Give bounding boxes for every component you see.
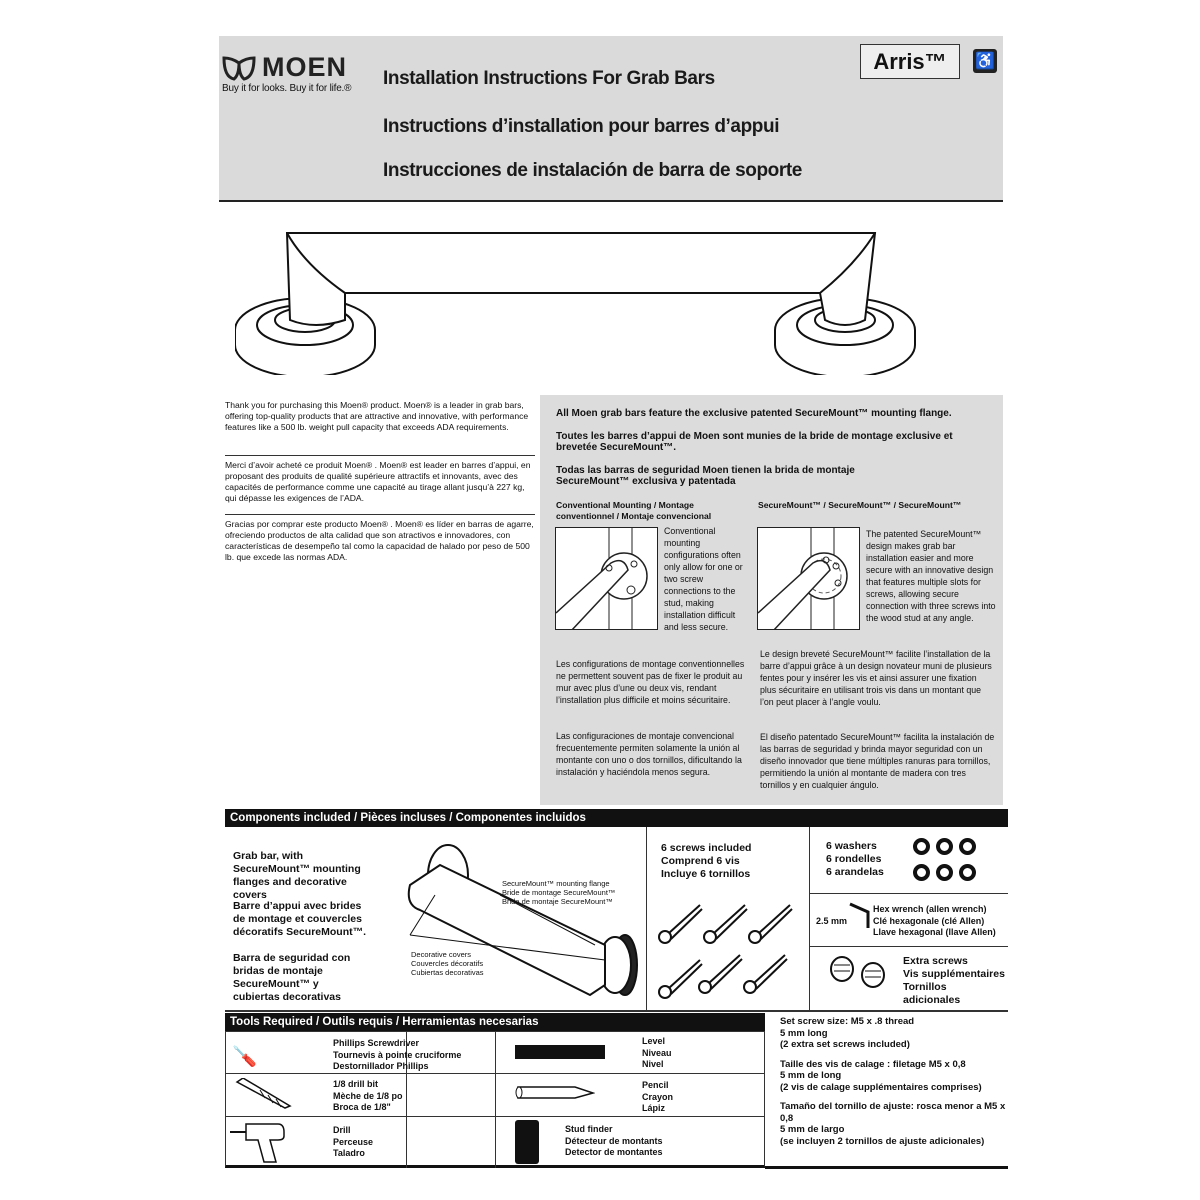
tool-line: Phillips Screwdriver [333,1038,420,1048]
set-screw-line: 5 mm de largo [780,1124,845,1135]
conventional-text-fr: Les configurations de montage conventionnelles ne permettent souvent pas de fixer le produit au mur avec plus d’une ou deux vis, rendant l’installation plus difficile et moins sécuritaire. [556,659,745,705]
grab-bar-desc-fr: Barre d’appui avec brides de montage et couvercles décoratifs SecureMount™. [233,900,367,938]
grab-bar-illustration [235,225,925,375]
tool-line: Nivel [642,1059,664,1069]
tool-line: 1/8 drill bit [333,1079,379,1089]
securemount-text-fr: Le design breveté SecureMount™ facilite l’installation de la barre d’appui grâce à un design novateur muni de plusieurs fentes pour y insérer les vis et ainsi assurer une fixation plus sécuritaire en utilisant trois vis dans un montant que l’on peut placer à l’angle voulu. [760,649,992,707]
set-screw-line: 5 mm long [780,1027,828,1039]
drill-icon [228,1118,288,1166]
conventional-text-en: Conventional mounting configurations often only allow for one or two screw connections to the stud, making installation difficult and less secure. [664,526,743,632]
title-en: Installation Instructions For Grab Bars [383,68,715,89]
components-heading: Components included / Pièces incluses / Componentes incluidos [225,809,1008,827]
tool-stud-finder [565,1124,663,1159]
divider [225,514,535,515]
tool-line: Crayon [642,1091,674,1102]
washers-en: 6 washers [826,840,877,852]
intro-en: Thank you for purchasing this Moen® product. Moen® is a leader in grab bars, offering top-quality products that are attractive and innovative, with performance features like a 500 lb. weight pull capacity that exceeds ADA requirements. [225,400,529,432]
title-es: Instrucciones de instalación de barra de soporte [383,160,802,181]
covers-label-es: Cubiertas decorativas [411,968,484,977]
headline-fr: Toutes les barres d’appui de Moen sont munies de la bride de montage exclusive et brevetée SecureMount™. [556,431,953,453]
tool-pencil [642,1080,673,1115]
wrench-en: Hex wrench (allen wrench) [873,904,987,914]
set-screw-line: Set screw size: M5 x .8 thread [780,1016,915,1027]
flange-label-es: Brida de montaje SecureMount™ [502,897,613,906]
divider [646,827,647,1010]
stud-finder-icon [515,1120,539,1164]
pencil-icon [515,1085,595,1100]
extra-screws-label [903,955,1005,1007]
intro-es: Gracias por comprar este producto Moen® . Moen® es líder en barras de agarre, ofreciendo productos de alta calidad que son atractivos e innovadores, con características de desempeño tal como la capacidad de halado por peso de 500 lb. que excede las normas ADA. [225,519,534,562]
tool-level [642,1036,672,1071]
tool-line: Niveau [642,1047,672,1058]
wrench-label [873,904,996,939]
extra-fr: Vis supplémentaires [903,968,1005,980]
tool-line: Pencil [642,1080,669,1090]
tool-line: Destornillador Phillips [333,1061,429,1071]
covers-label-fr: Couvercles décoratifs [411,959,484,968]
tool-line: Mèche de 1/8 po [333,1090,403,1101]
extra-es-2: adicionales [903,994,961,1006]
divider [495,1031,496,1168]
moen-logo [222,52,347,83]
brand-name: MOEN [262,52,347,82]
moen-leaf-icon [222,55,256,81]
tool-line: Drill [333,1125,351,1135]
set-screws-icon [828,955,898,990]
drill-bit-icon [235,1078,295,1113]
hex-wrench-icon [848,900,873,930]
flange-label-fr: Bride de montage SecureMount™ [502,888,616,897]
divider [810,893,1008,894]
set-screw-line: 5 mm de long [780,1070,842,1081]
covers-label-en: Decorative covers [411,950,472,959]
tool-line: Lápiz [642,1103,666,1113]
washers-icon [910,836,990,888]
divider [225,455,535,456]
washers-label [826,840,884,879]
conventional-mount-figure [555,527,658,630]
tool-line: Broca de 1/8" [333,1102,391,1112]
covers-label [411,950,484,977]
screws-icon [655,895,805,1005]
screws-label [661,842,751,881]
grab-bar-desc-es: Barra de seguridad con bridas de montaje SecureMount™ y cubiertas decorativas [233,952,351,1003]
securemount-figure [757,527,860,630]
series-name-box: Arris™ [860,44,960,79]
set-screw-line: (2 extra set screws included) [780,1039,910,1050]
set-screw-line: (se incluyen 2 tornillos de ajuste adicionales) [780,1135,985,1147]
grab-bar-desc-en: Grab bar, with SecureMount™ mounting flanges and decorative covers [233,850,361,901]
divider [809,827,810,1010]
flange-label [502,879,615,906]
divider [225,1010,1008,1012]
wrench-es: Llave hexagonal (llave Allen) [873,927,996,937]
tool-line: Tournevis à pointe cruciforme [333,1049,462,1060]
securemount-text-en: The patented SecureMount™ design makes grab bar installation easier and more secure with an innovative design that features multiple slots for screws, allowing secure connection with three screws into the wood stud at any angle. [866,529,996,623]
tagline: Buy it for looks. Buy it for life.® [222,83,352,94]
washers-fr: 6 rondelles [826,853,882,865]
set-screw-info [780,1016,1008,1147]
wrench-fr: Clé hexagonale (clé Allen) [873,915,985,926]
tool-line: Stud finder [565,1124,613,1134]
screws-fr: Comprend 6 vis [661,855,740,867]
conventional-heading: Conventional Mounting / Montage conventionnel / Montaje convencional [556,500,712,521]
screws-en: 6 screws included [661,842,752,854]
screwdriver-icon: 🪛 [232,1046,257,1068]
set-screw-line: Tamaño del tornillo de ajuste: rosca menor a M5 x 0,8 [780,1101,1006,1124]
screws-es: Incluye 6 tornillos [661,868,751,880]
tool-line: Taladro [333,1148,365,1158]
securemount-heading: SecureMount™ / SecureMount™ / SecureMount™ [758,500,962,510]
extra-en: Extra screws [903,955,968,967]
headline-en: All Moen grab bars feature the exclusive patented SecureMount™ mounting flange. [556,408,952,419]
tool-line: Detector de montantes [565,1147,663,1157]
level-icon [515,1045,605,1059]
divider [810,946,1008,947]
flange-label-en: SecureMount™ mounting flange [502,879,610,888]
set-screw-line: Taille des vis de calage : filetage M5 x 0,8 [780,1058,966,1070]
tools-heading: Tools Required / Outils requis / Herramientas necesarias [225,1013,765,1031]
tool-line: Level [642,1036,666,1046]
divider [765,1166,1008,1169]
title-fr: Instructions d’installation pour barres d’appui [383,116,780,137]
extra-es-1: Tornillos [903,981,947,993]
tool-screwdriver [333,1038,461,1073]
tool-line: Détecteur de montants [565,1135,663,1146]
wrench-size: 2.5 mm [816,916,848,926]
washers-es: 6 arandelas [826,866,884,878]
tool-drill [333,1125,373,1160]
wheelchair-icon: ♿ [973,49,997,73]
tool-drill-bit [333,1079,403,1114]
securemount-text-es: El diseño patentado SecureMount™ facilita la instalación de las barras de seguridad y brinda mayor seguridad con un diseño innovador que tiene múltiples ranuras para tornillos, permitiendo la unión al montante de madera con tres tornillos y en cualquier ángulo. [760,732,995,790]
intro-fr: Merci d’avoir acheté ce produit Moen® . Moen® est leader en barres d’appui, en proposant des produits de qualité supérieure attractifs et innovants, avec des capacités de performance comme une capacité au tirage allant jusqu’à 227 kg, qui dépasse les exigences de l’ADA. [225,460,531,503]
headline-es: Todas las barras de seguridad Moen tienen la brida de montaje SecureMount™ exclusiva y patentada [556,465,855,487]
conventional-text-es: Las configuraciones de montaje convencional frecuentemente permiten solamente la unión al montante con uno o dos tornillos, dificultando la instalación y haciéndola menos segura. [556,731,742,777]
set-screw-line: (2 vis de calage supplémentaires comprises) [780,1081,982,1093]
tool-line: Perceuse [333,1136,374,1147]
